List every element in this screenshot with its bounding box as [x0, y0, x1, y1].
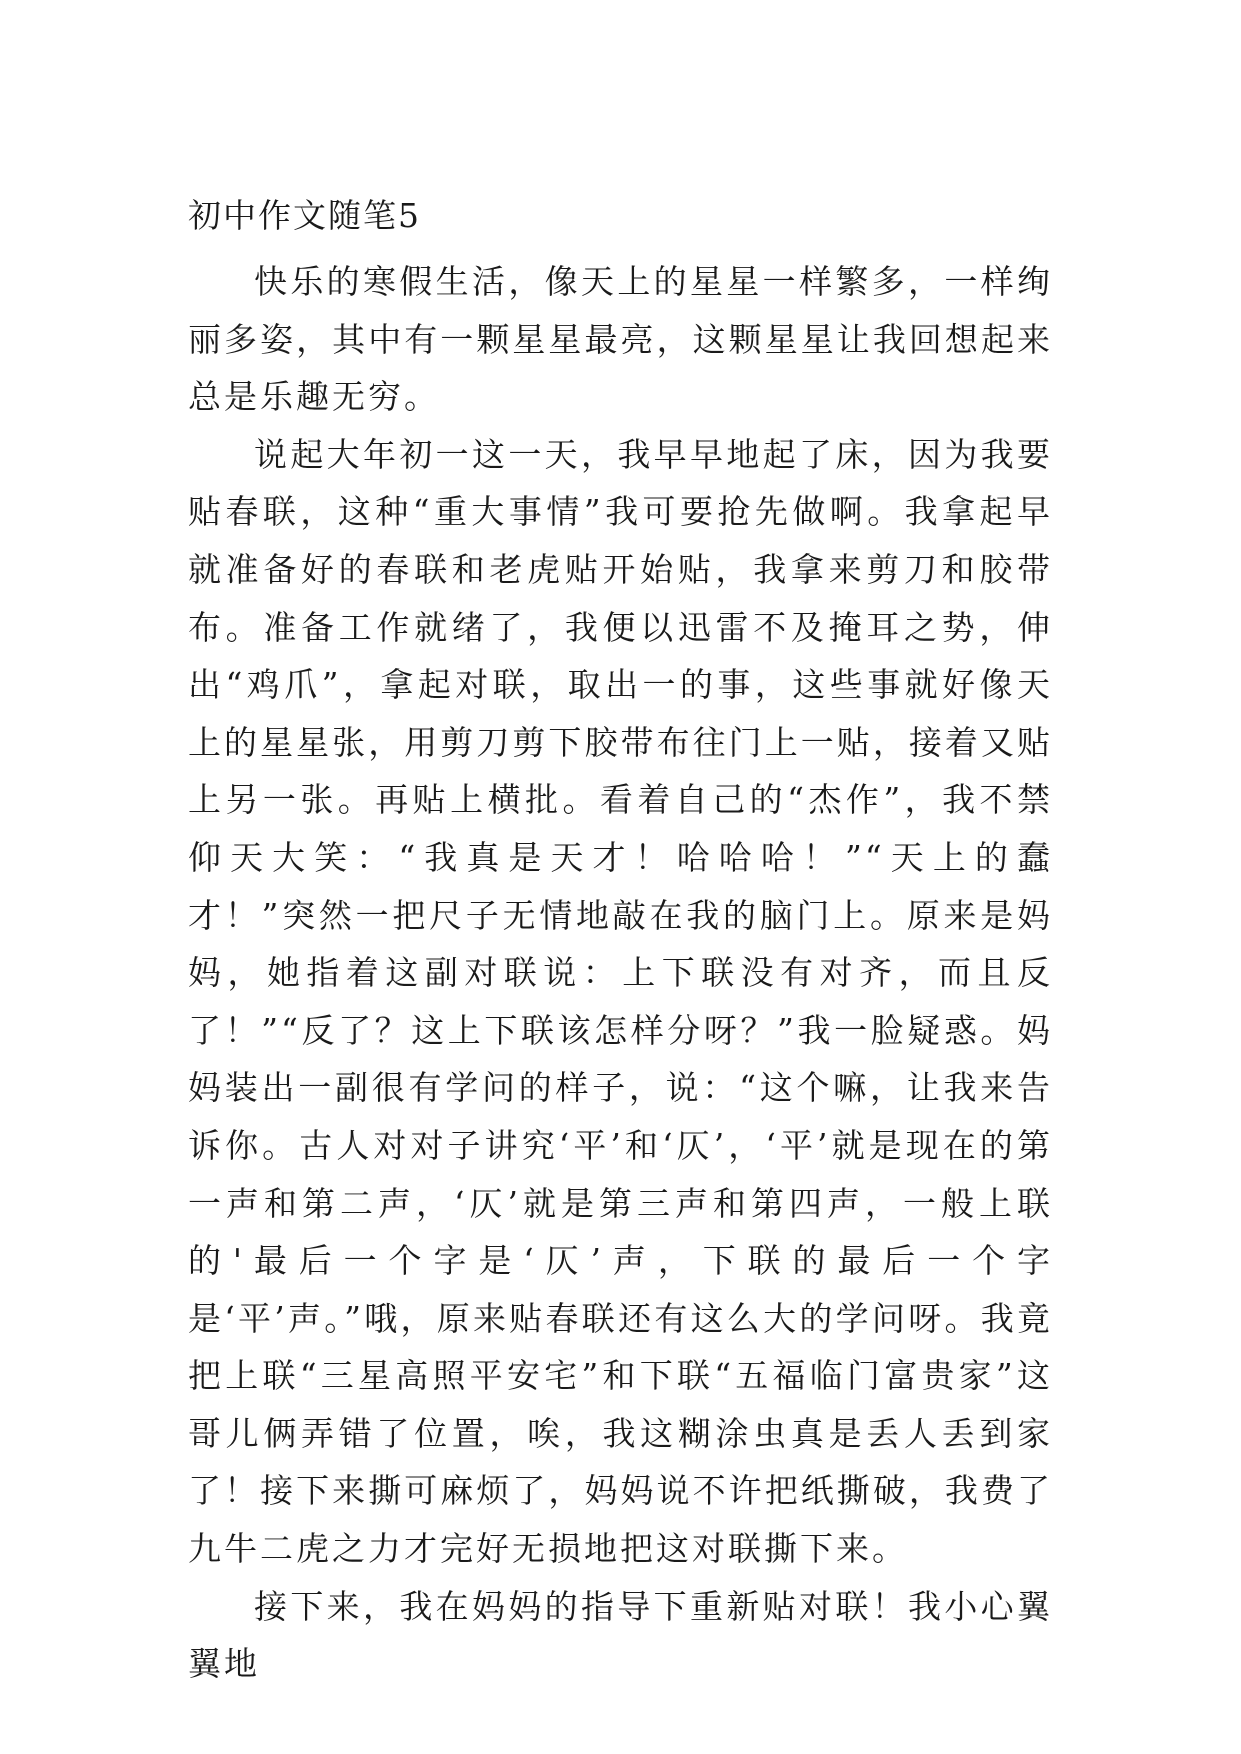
paragraph-2: 说起大年初一这一天，我早早地起了床，因为我要贴春联，这种“重大事情”我可要抢先做啊。我拿起早就准备好的春联和老虎贴开始贴，我拿来剪刀和胶带布。准备工作就绪了，我便以迅雷不及掩耳之势，伸出“鸡爪”，拿起对联，取出一的事，这些事就好像天上的星星张，用剪刀剪下胶带布往门上一贴，接着又贴上另一张。再贴上横批。看着自己的“杰作”，我不禁仰天大笑：“我真是天才！哈哈哈！”“天上的蠢才！”突然一把尺子无情地敲在我的脑门上。原来是妈妈，她指着这副对联说：上下联没有对齐，而且反了！”“反了？这上下联该怎样分呀？”我一脸疑惑。妈妈装出一副很有学问的样子，说：“这个嘛，让我来告诉你。古人对对子讲究‘平’和‘仄’，‘平’就是现在的第一声和第二声，‘仄’就是第三声和第四声，一般上联的'最后一个字是‘仄’声，下联的最后一个字是‘平’声。”哦，原来贴春联还有这么大的学问呀。我竟把上联“三星高照平安宅”和下联“五福临门富贵家”这哥儿俩弄错了位置，唉，我这糊涂虫真是丢人丢到家了！接下来撕可麻烦了，妈妈说不许把纸撕破，我费了九牛二虎之力才完好无损地把这对联撕下来。: [188, 434, 1053, 1569]
paragraph-1: 快乐的寒假生活，像天上的星星一样繁多，一样绚丽多姿，其中有一颗星星最亮，这颗星星让我回想起来总是乐趣无穷。: [188, 262, 1053, 417]
document-title: 初中作文随笔5: [188, 196, 421, 235]
document-body: [188, 253, 1053, 1693]
paragraph-3: 接下来，我在妈妈的指导下重新贴对联！我小心翼翼地: [188, 1586, 1053, 1684]
